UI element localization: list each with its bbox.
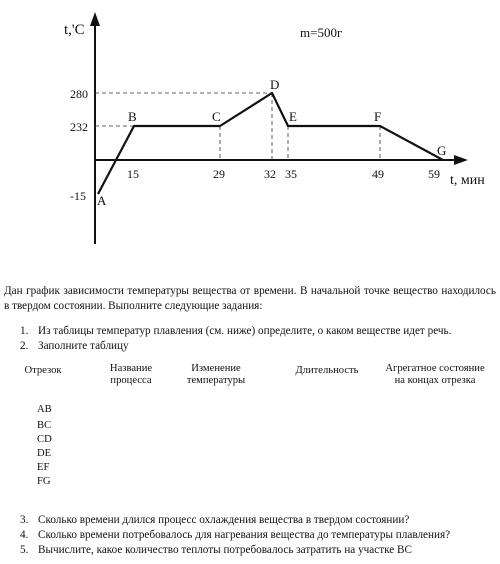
x-tick-15: 15: [127, 167, 139, 181]
task-list-first: [20, 324, 496, 354]
y-tick-280: 280: [70, 87, 88, 101]
task-text: Из таблицы температур плавления (см. ниже) определите, о каком веществе идет речь.: [38, 325, 452, 337]
task-text: Заполните таблицу: [38, 340, 129, 352]
point-label-g: G: [437, 143, 447, 158]
task-number: 4.: [20, 529, 29, 541]
header-segment: Отрезок: [24, 365, 62, 376]
header-aggregate-state: Агрегатное состояние на концах отрезка: [385, 363, 485, 386]
header-duration: Длительность: [295, 365, 359, 376]
header-process-name: Название процесса: [109, 363, 153, 386]
process-table: [0, 362, 500, 490]
segment-cd: CD: [37, 434, 52, 445]
task-item: [20, 543, 496, 558]
task-list-second: [20, 513, 496, 558]
temperature-time-graph: [0, 0, 500, 268]
x-tick-59: 59: [428, 167, 440, 181]
point-label-f: F: [374, 109, 382, 124]
x-axis-arrow: [454, 155, 468, 165]
intro-paragraph: Дан график зависимости температуры вещества от времени. В начальной точке вещество находилось в твердом состоянии. Выполните следующие задания:: [4, 285, 496, 312]
x-axis-label: t, мин: [450, 173, 485, 188]
task-number: 1.: [20, 325, 29, 337]
mass-label: m=500г: [300, 25, 343, 40]
x-tick-29: 29: [213, 167, 225, 181]
task-item: [20, 339, 496, 354]
y-axis-arrow: [90, 12, 100, 26]
task-number: 3.: [20, 514, 29, 526]
point-label-a: A: [97, 193, 107, 208]
x-tick-32: 32: [264, 167, 276, 181]
task-text: Сколько времени потребовалось для нагревания вещества до температуры плавления?: [38, 529, 451, 541]
segment-fg: FG: [37, 476, 51, 487]
task-text: Вычислите, какое количество теплоты потребовалось затратить на участке BC: [38, 544, 412, 556]
x-tick-35: 35: [285, 167, 297, 181]
point-label-e: E: [289, 109, 297, 124]
task-item: [20, 324, 496, 339]
task-item: [20, 528, 496, 543]
task-number: 2.: [20, 340, 29, 352]
task-text: Сколько времени длился процесс охлаждения вещества в твердом состоянии?: [38, 514, 410, 526]
segment-bc: BC: [37, 420, 52, 431]
segment-ab: AB: [37, 404, 52, 415]
point-label-c: C: [212, 109, 221, 124]
y-axis-label: t,'C: [64, 22, 85, 38]
segment-ef: EF: [37, 462, 50, 473]
y-tick-minus15: -15: [70, 189, 86, 203]
segment-de: DE: [37, 448, 52, 459]
y-tick-232: 232: [70, 120, 88, 134]
x-tick-49: 49: [372, 167, 384, 181]
point-label-b: B: [128, 109, 137, 124]
task-number: 5.: [20, 544, 29, 556]
point-label-d: D: [270, 77, 280, 92]
header-temp-change: Изменение температуры: [186, 363, 246, 386]
task-item: [20, 513, 496, 528]
